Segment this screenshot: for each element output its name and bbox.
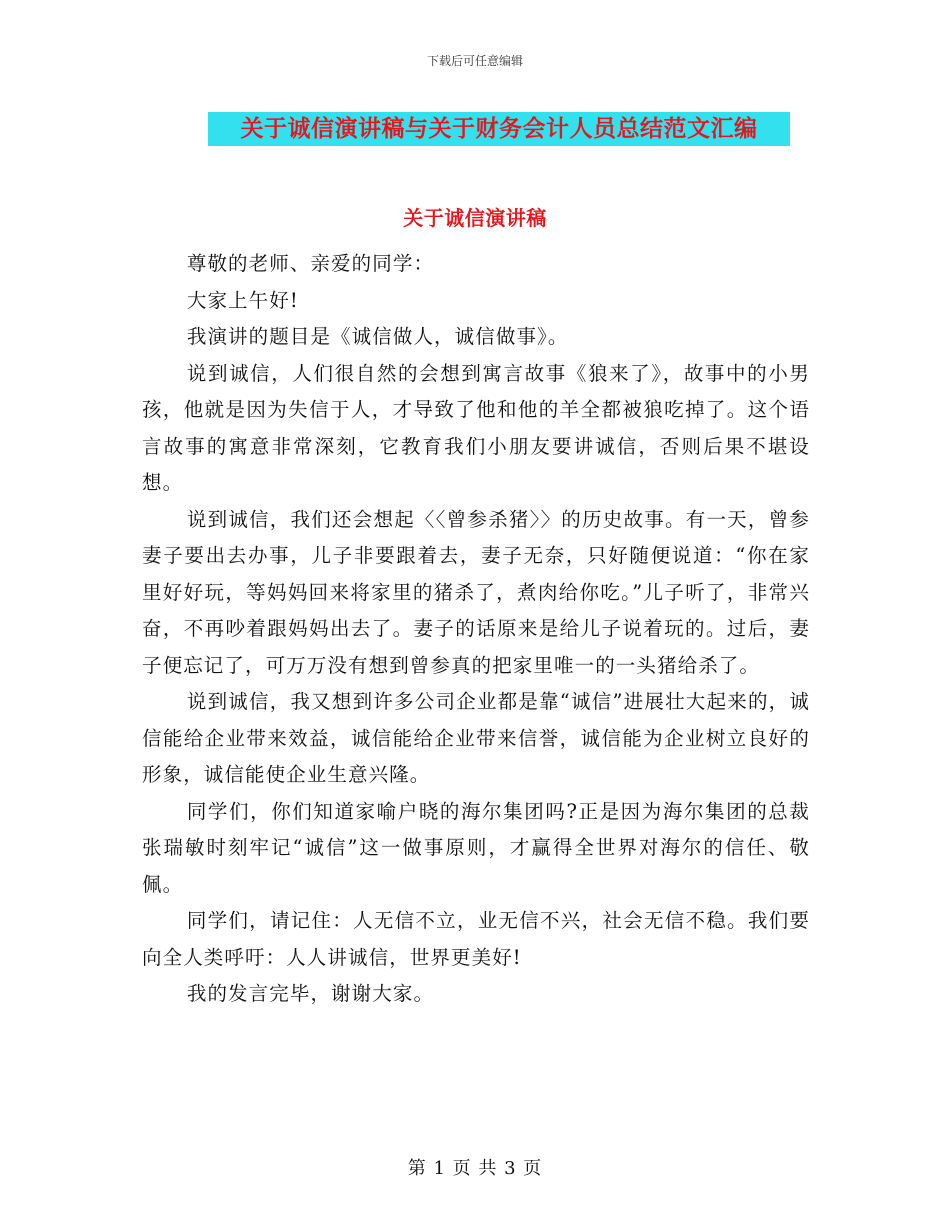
paragraph-wolf-story: 说到诚信，人们很自然的会想到寓言故事《狼来了》，故事中的小男孩，他就是因为失信于人，才导致了他和他的羊全都被狼吃掉了。这个语言故事的寓意非常深刻，它教育我们小朋友要讲诚信，否则后果不堪设想。 <box>142 361 810 494</box>
paragraph-greeting: 尊敬的老师、亲爱的同学： <box>186 252 435 275</box>
paragraph-zengshen-story: 说到诚信，我们还会想起〈〈曾参杀猪〉〉的历史故事。有一天，曾参妻子要出去办事，儿子非要跟着去，妻子无奈，只好随便说道：“你在家里好好玩，等妈妈回来将家里的猪杀了，煮肉给你吃。”儿子听了，非常兴奋，不再吵着跟妈妈出去了。妻子的话原来是给儿子说着玩的。过后，妻子便忘记了，可万万没有想到曾参真的把家里唯一的一头猪给杀了。 <box>142 507 810 677</box>
speech-body <box>142 246 810 1013</box>
paragraph-business: 说到诚信，我又想到许多公司企业都是靠“诚信”进展壮大起来的，诚信能给企业带来效益，诚信能给企业带来信誉，诚信能为企业树立良好的形象，诚信能使企业生意兴隆。 <box>142 690 810 786</box>
paragraph-closing: 我的发言完毕，谢谢大家。 <box>186 982 435 1005</box>
main-title: 关于诚信演讲稿与关于财务会计人员总结范文汇编 <box>240 116 758 142</box>
page-number-footer: 第 1 页 共 3 页 <box>407 1158 543 1179</box>
paragraph-good-morning: 大家上午好! <box>186 288 299 312</box>
paragraph-topic: 我演讲的题目是《诚信做人，诚信做事》。 <box>186 325 569 348</box>
paragraph-haier: 同学们，你们知道家喻户晓的海尔集团吗?正是因为海尔集团的总裁张瑞敏时刻牢记“诚信”这一做事原则，才赢得全世界对海尔的信任、敬佩。 <box>142 799 810 896</box>
main-title-highlight <box>208 112 790 146</box>
paragraph-call-to-action: 同学们，请记住：人无信不立，业无信不兴，社会无信不稳。我们要向全人类呼吁：人人讲诚信，世界更美好! <box>142 909 810 969</box>
section-title: 关于诚信演讲稿 <box>403 206 547 230</box>
header-note: 下载后可任意编辑 <box>426 54 523 68</box>
